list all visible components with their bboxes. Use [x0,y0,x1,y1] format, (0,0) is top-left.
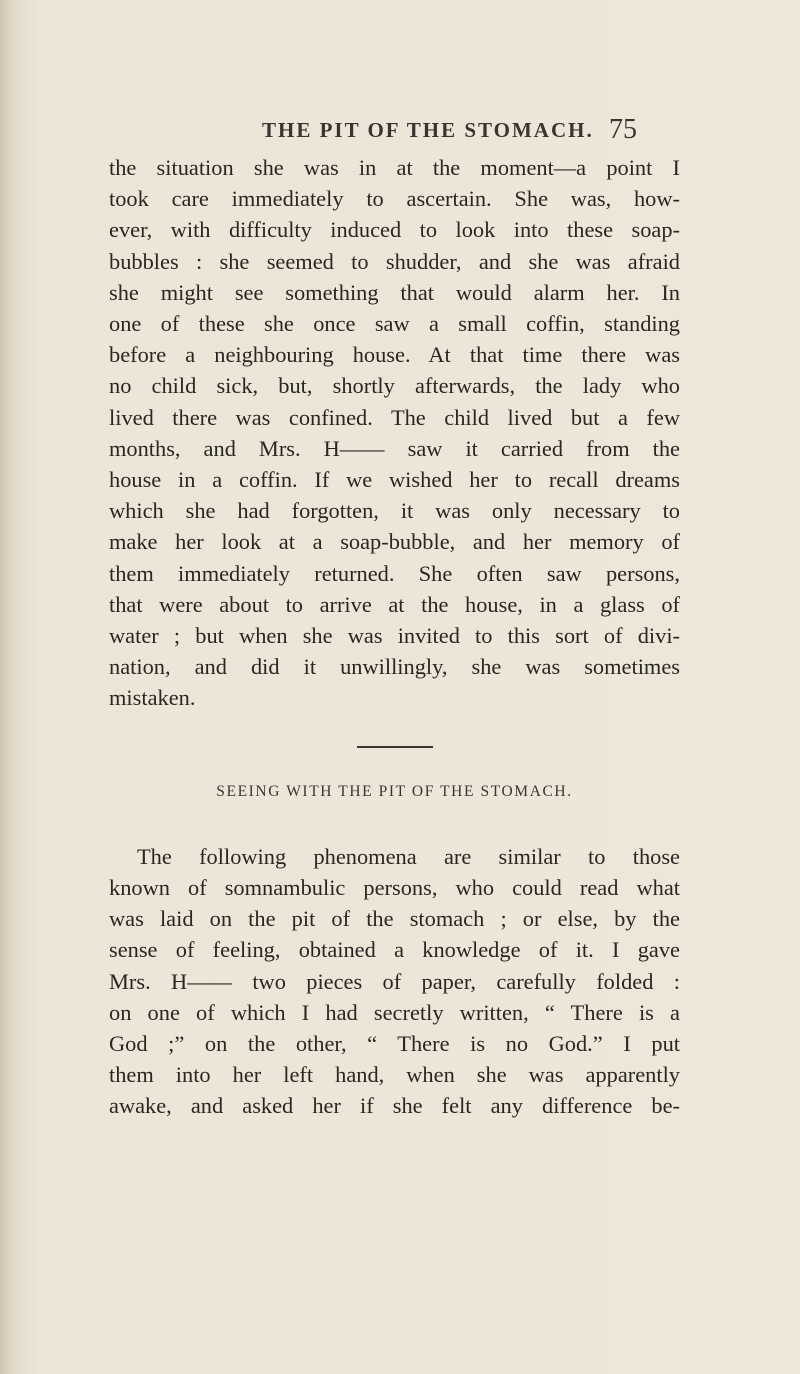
text-line: God ;” on the other, “ There is no God.” I put [109,1031,680,1057]
text-line: on one of which I had secretly written, “ There is a [109,999,680,1025]
text-line: nation, and did it unwillingly, she was sometimes [109,654,680,680]
text-line: was laid on the pit of the stomach ; or else, by the [109,906,680,932]
text-line: the situation she was in at the moment—a point I [109,155,680,180]
text-line: house in a coffin. If we wished her to recall dreams [109,467,680,493]
text-line: The following phenomena are similar to those [137,843,680,869]
paragraph-1 [109,152,680,714]
text-line: awake, and asked her if she felt any difference be- [109,1093,680,1119]
text-line: water ; but when she was invited to this sort of divi- [109,623,680,649]
running-head: THE PIT OF THE STOMACH. [262,118,594,142]
page-header [0,114,800,154]
text-line: lived there was confined. The child lived but a few [109,404,680,430]
text-line: mistaken. [109,685,196,711]
text-line: them into her left hand, when she was apparently [109,1062,680,1088]
text-line: she might see something that would alarm her. In [109,279,680,305]
text-line: ever, with difficulty induced to look into these soap- [109,217,680,243]
body-text [109,152,680,1122]
page-number: 75 [609,114,637,145]
text-line: sense of feeling, obtained a knowledge of it. I gave [109,937,680,963]
text-line: bubbles : she seemed to shudder, and she was afraid [109,248,680,274]
text-line: make her look at a soap-bubble, and her memory of [109,529,680,555]
paragraph-2 [109,841,680,1122]
text-line: before a neighbouring house. At that time there was [109,342,680,368]
text-line: Mrs. H—— two pieces of paper, carefully folded : [109,968,680,994]
text-line: that were about to arrive at the house, in a glass of [109,591,680,617]
text-line: known of somnambulic persons, who could read what [109,875,680,901]
section-divider [357,746,433,748]
text-line: them immediately returned. She often saw persons, [109,560,680,586]
text-line: which she had forgotten, it was only necessary to [109,498,680,524]
text-line: took care immediately to ascertain. She was, how- [109,186,680,212]
text-line: no child sick, but, shortly afterwards, the lady who [109,373,680,399]
text-line: one of these she once saw a small coffin, standing [109,311,680,337]
text-line: months, and Mrs. H—— saw it carried from the [109,435,680,461]
section-heading: SEEING WITH THE PIT OF THE STOMACH. [216,782,573,800]
